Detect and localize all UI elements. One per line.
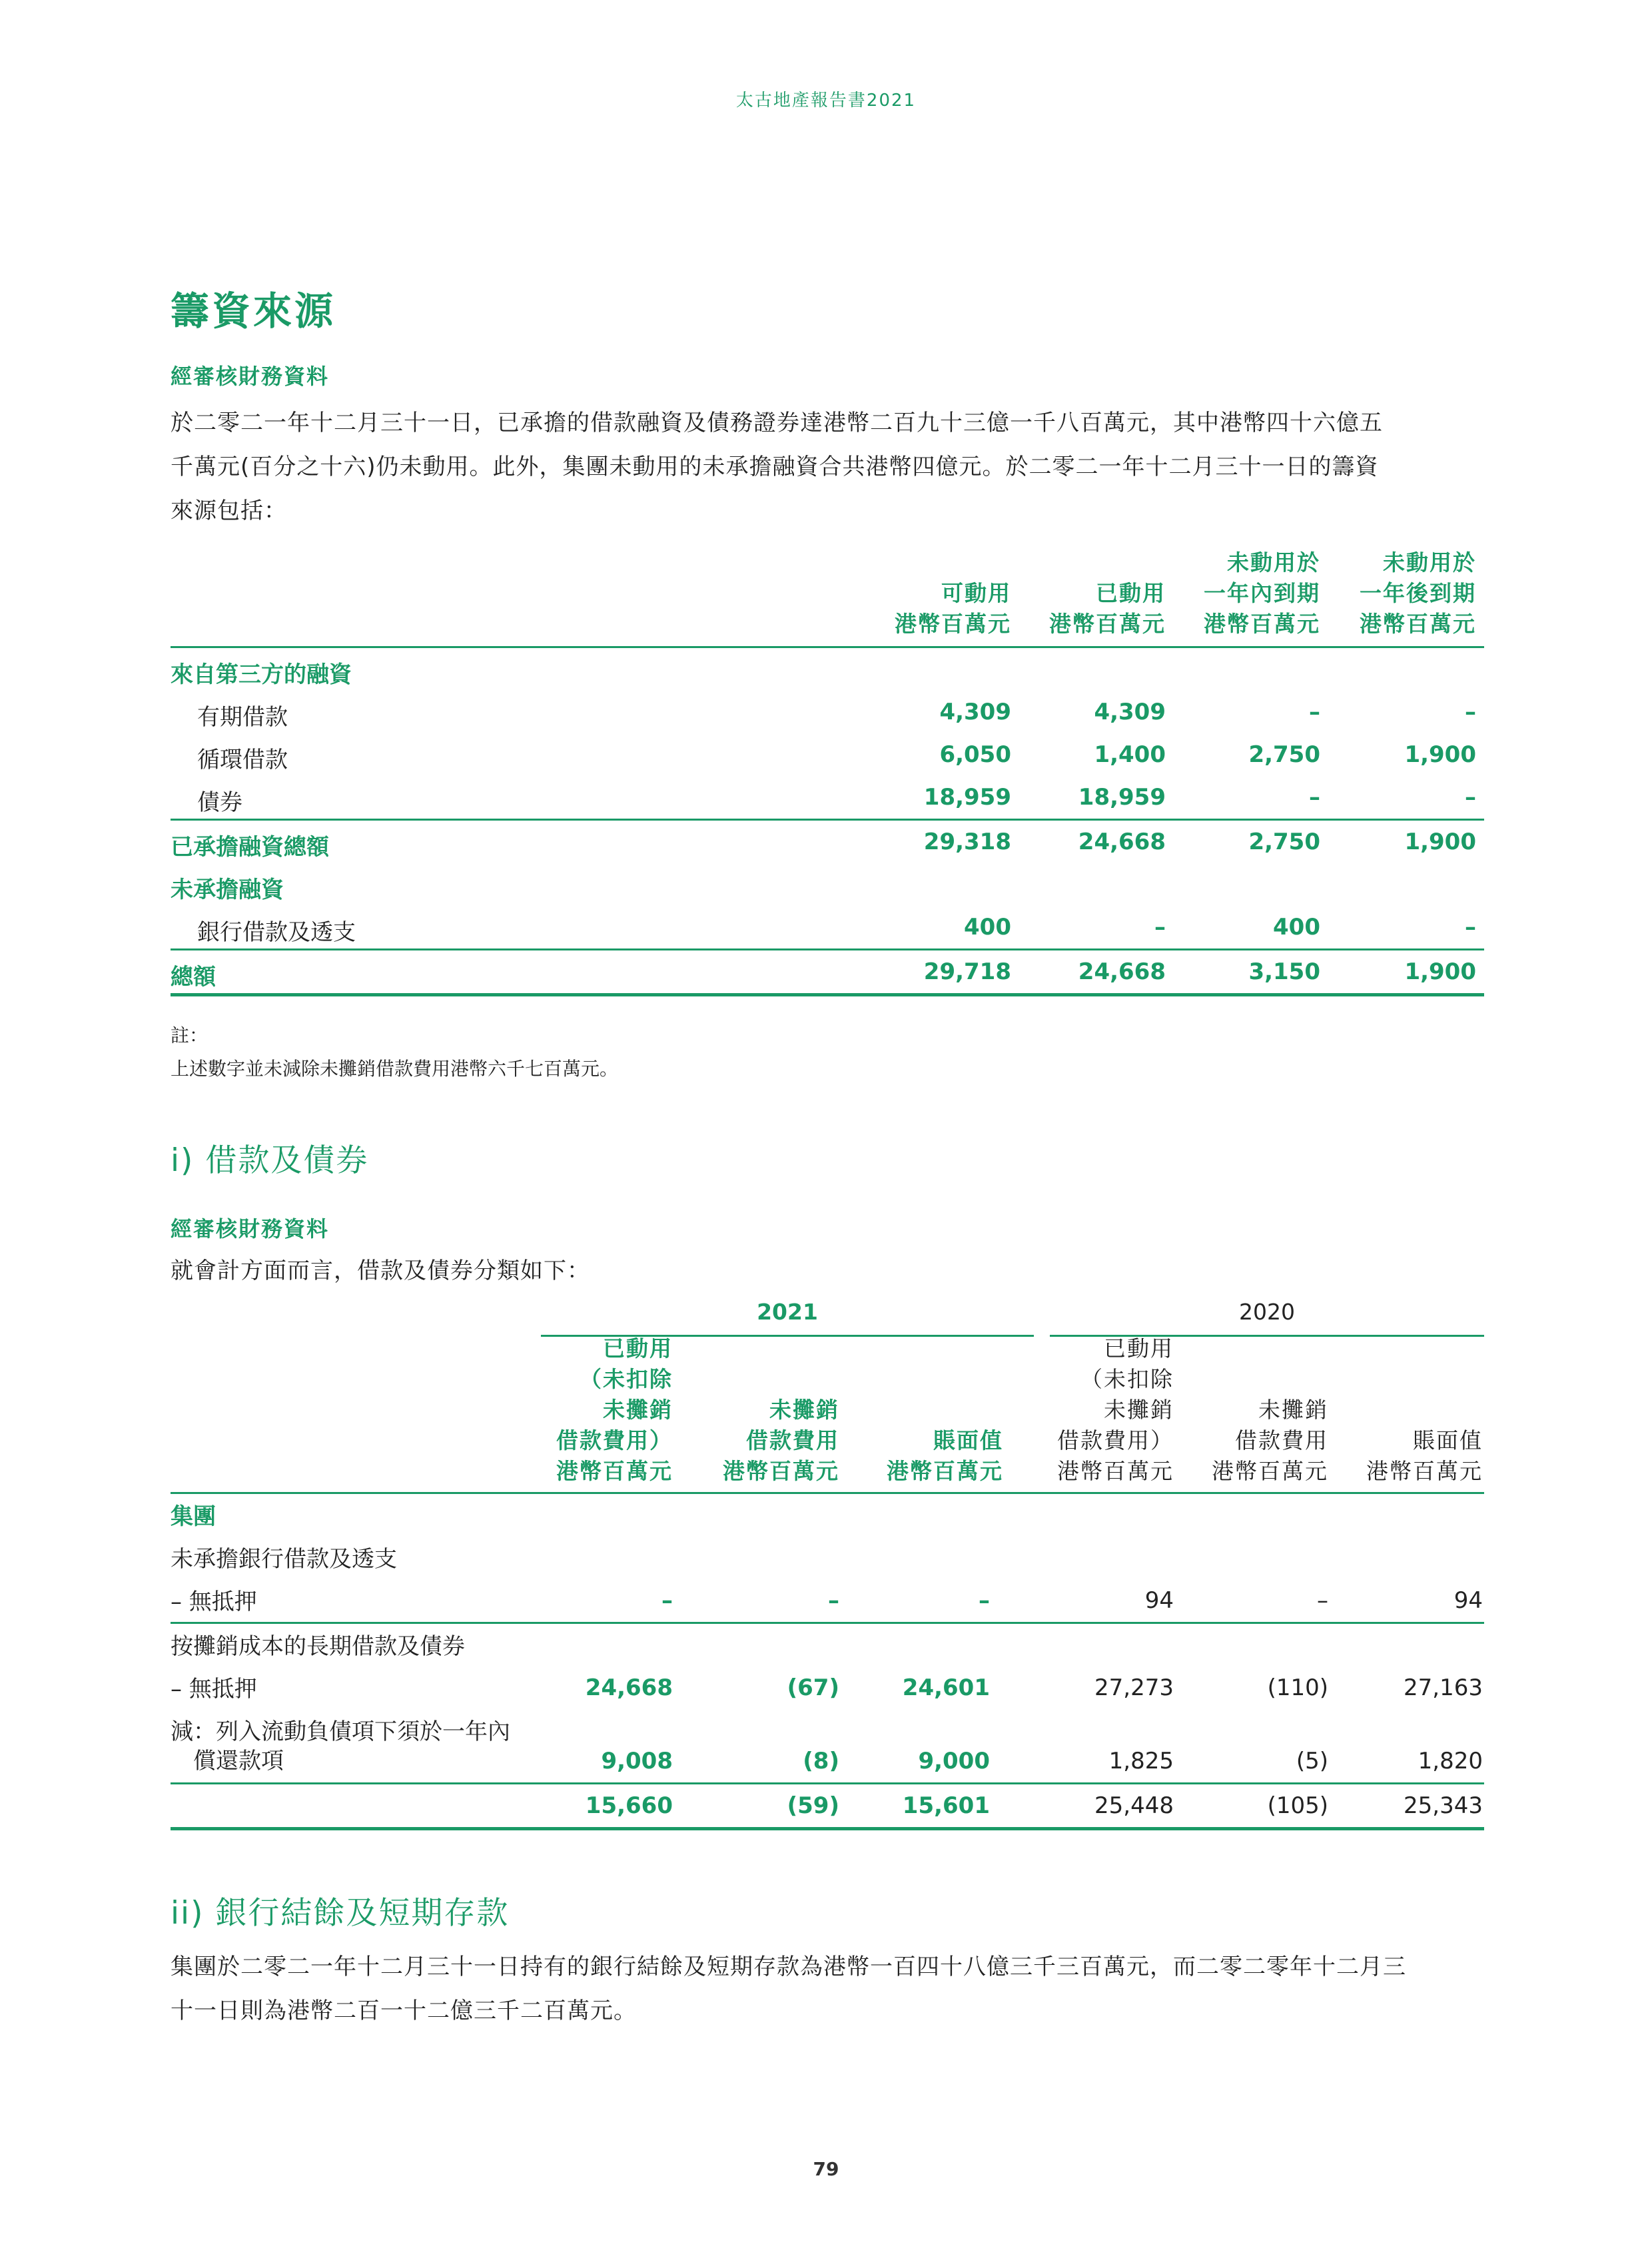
paragraph-line: 集團於二零二一年十二月三十一日持有的銀行結餘及短期存款為港幣一百四十八億三千三百萬元，而二零二零年十二月三 — [171, 1954, 1406, 1980]
column-header: 已動用 港幣百萬元 — [1049, 580, 1166, 637]
column-header: 可動用 港幣百萬元 — [895, 580, 1011, 637]
intro-paragraph — [171, 401, 1489, 533]
audited-label: 經審核財務資料 — [171, 1216, 330, 1242]
table-row-total: 已承擔融資總額 29,318 24,668 2,750 1,900 — [171, 819, 1484, 863]
note-title: 註： — [171, 1024, 208, 1046]
table-row: 集團 — [171, 1503, 216, 1530]
column-header: 未攤銷 借款費用 港幣百萬元 — [1212, 1397, 1328, 1484]
page-number: 79 — [813, 2158, 839, 2180]
table-row: 循環借款 6,050 1,400 2,750 1,900 — [197, 741, 1476, 773]
table-note — [171, 1019, 618, 1086]
table-row-total: 15,660 (59) 15,601 25,448 (105) 25,343 — [171, 1782, 1484, 1830]
funding-table — [171, 546, 1484, 996]
table-row-grand-total: 總額 29,718 24,668 3,150 1,900 — [171, 948, 1484, 996]
table-row: 債券 18,959 18,959 – – — [197, 784, 1476, 816]
column-header: 賬面值 港幣百萬元 — [1366, 1427, 1483, 1484]
running-header: 太古地產報告書2021 — [735, 91, 917, 111]
table-row: 按攤銷成本的長期借款及債券 — [171, 1622, 1484, 1667]
table-row: – 無抵押 – – – 94 – 94 — [171, 1587, 1483, 1615]
table-row: 有期借款 4,309 4,309 – – — [197, 699, 1476, 731]
year-header-2021: 2021 — [757, 1299, 818, 1325]
column-header: 未動用於 一年內到期 港幣百萬元 — [1204, 550, 1320, 637]
table-row: 未承擔融資 — [171, 877, 284, 903]
section-i-intro: 就會計方面而言，借款及債券分類如下： — [171, 1258, 590, 1284]
paragraph-line: 十一日則為港幣二百一十二億三千二百萬元。 — [171, 1998, 637, 2024]
year-header-2020: 2020 — [1239, 1299, 1295, 1325]
note-text: 上述數字並未減除未攤銷借款費用港幣六千七百萬元。 — [171, 1058, 619, 1080]
intro-line: 來源包括： — [171, 498, 287, 524]
intro-line: 於二零二一年十二月三十一日，已承擔的借款融資及債務證券達港幣二百九十三億一千八百萬元，其中港幣四十六億五 — [171, 410, 1383, 436]
borrowings-table-header — [171, 1335, 1484, 1494]
audited-label: 經審核財務資料 — [171, 364, 330, 389]
table-row: 來自第三方的融資 — [171, 661, 352, 688]
column-header: 賬面值 港幣百萬元 — [887, 1427, 1003, 1484]
table-row: – 無抵押 24,668 (67) 24,601 27,273 (110) 27,163 — [171, 1675, 1483, 1702]
section-i-title: i) 借款及債券 — [171, 1142, 369, 1179]
borrowings-table-body — [171, 1494, 1484, 1830]
section-title: 籌資來源 — [171, 288, 336, 334]
intro-line: 千萬元(百分之十六)仍未動用。此外，集團未動用的未承擔融資合共港幣四億元。於二零二一年十二月三十一日的籌資 — [171, 454, 1379, 480]
table-row: 銀行借款及透支 400 – 400 – — [197, 914, 1476, 946]
column-header: 已動用 （未扣除 未攤銷 借款費用） 港幣百萬元 — [556, 1335, 673, 1484]
section-ii-title: ii) 銀行結餘及短期存款 — [171, 1895, 510, 1932]
table-row: 減：列入流動負債項下須於一年內 償還款項 9,008 (8) 9,000 1,825 (5) 1,820 — [171, 1718, 1483, 1774]
table-row: 未承擔銀行借款及透支 — [171, 1546, 397, 1573]
column-header: 已動用 （未扣除 未攤銷 借款費用） 港幣百萬元 — [1057, 1335, 1174, 1484]
funding-table-header — [171, 546, 1484, 648]
column-header: 未攤銷 借款費用 港幣百萬元 — [723, 1397, 839, 1484]
section-ii-paragraph — [171, 1945, 1489, 2033]
column-header: 未動用於 一年後到期 港幣百萬元 — [1360, 550, 1476, 637]
